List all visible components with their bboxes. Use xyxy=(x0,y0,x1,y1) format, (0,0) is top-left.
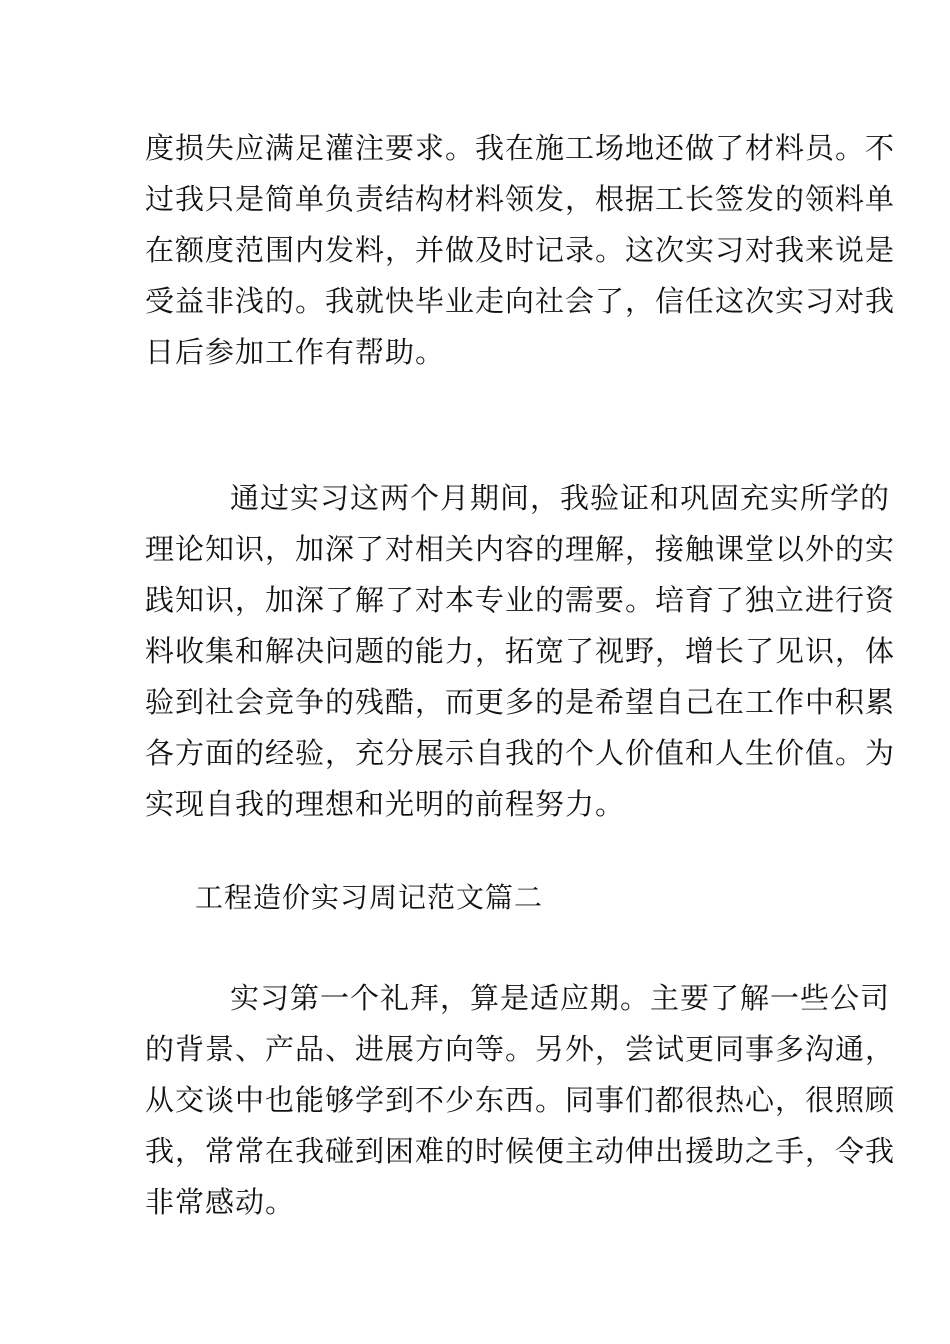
paragraph-line: 验到社会竞争的残酷，而更多的是希望自己在工作中积累 xyxy=(145,685,896,719)
paragraph-line: 实现自我的理想和光明的前程努力。 xyxy=(145,787,626,821)
paragraph-line: 日后参加工作有帮助。 xyxy=(145,335,446,369)
paragraph-line: 受益非浅的。我就快毕业走向社会了，信任这次实习对我 xyxy=(145,284,896,318)
paragraph-line: 通过实习这两个月期间，我验证和巩固充实所学的 xyxy=(230,481,891,515)
paragraph-line: 各方面的经验，充分展示自我的个人价值和人生价值。为 xyxy=(145,736,896,770)
paragraph-line: 的背景、产品、进展方向等。另外，尝试更同事多沟通， xyxy=(145,1032,896,1066)
paragraph-line: 在额度范围内发料，并做及时记录。这次实习对我来说是 xyxy=(145,233,896,267)
paragraph-line: 度损失应满足灌注要求。我在施工场地还做了材料员。不 xyxy=(145,131,896,165)
paragraph-line: 从交谈中也能够学到不少东西。同事们都很热心，很照顾 xyxy=(145,1083,896,1117)
paragraph-line: 非常感动。 xyxy=(145,1185,296,1219)
paragraph-line: 我，常常在我碰到困难的时候便主动伸出援助之手，令我 xyxy=(145,1134,896,1168)
paragraph-line: 践知识，加深了解了对本专业的需要。培育了独立进行资 xyxy=(145,583,896,617)
paragraph-line: 实习第一个礼拜，算是适应期。主要了解一些公司 xyxy=(230,981,891,1015)
paragraph-line: 理论知识，加深了对相关内容的理解，接触课堂以外的实 xyxy=(145,532,896,566)
section-heading: 工程造价实习周记范文篇二 xyxy=(195,881,544,914)
paragraph-line: 过我只是简单负责结构材料领发，根据工长签发的领料单 xyxy=(145,182,896,216)
paragraph-line: 料收集和解决问题的能力，拓宽了视野，增长了见识，体 xyxy=(145,634,896,668)
